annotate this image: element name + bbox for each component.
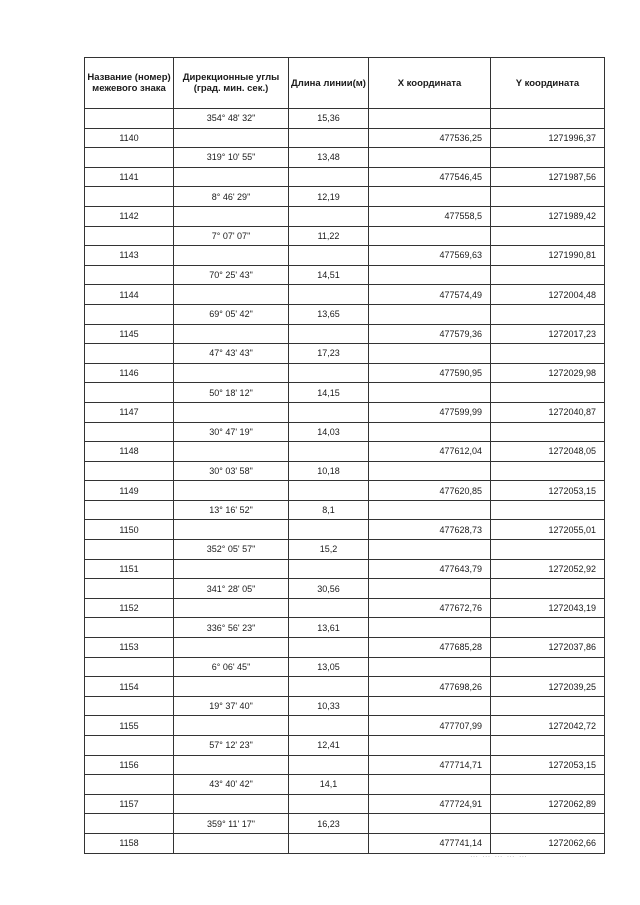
cell-name <box>85 736 174 756</box>
cell-y <box>491 618 605 638</box>
cell-name <box>85 657 174 677</box>
table-row <box>85 736 605 756</box>
table-row <box>85 442 605 462</box>
cell-x <box>369 540 491 560</box>
cell-x <box>369 226 491 246</box>
cell-length <box>289 167 369 187</box>
cell-angle <box>174 833 289 853</box>
table-row <box>85 344 605 364</box>
table-row <box>85 696 605 716</box>
table-row <box>85 677 605 697</box>
cell-y: 1272053,15 <box>491 755 605 775</box>
cell-length <box>289 598 369 618</box>
cell-y <box>491 304 605 324</box>
cell-name: 1141 <box>85 167 174 187</box>
cell-y <box>491 500 605 520</box>
table-row <box>85 246 605 266</box>
cell-x <box>369 265 491 285</box>
table-row <box>85 148 605 168</box>
table-row <box>85 794 605 814</box>
cell-x: 477620,85 <box>369 481 491 501</box>
cell-name: 1152 <box>85 598 174 618</box>
cell-name <box>85 109 174 129</box>
cell-length: 8,1 <box>289 500 369 520</box>
table-row <box>85 540 605 560</box>
cell-y <box>491 540 605 560</box>
cell-x: 477714,71 <box>369 755 491 775</box>
cell-length: 17,23 <box>289 344 369 364</box>
cell-length: 13,05 <box>289 657 369 677</box>
header-length: Длина линии(м) <box>289 58 369 109</box>
cell-angle <box>174 755 289 775</box>
table-row <box>85 422 605 442</box>
cell-length: 15,36 <box>289 109 369 129</box>
cell-x <box>369 736 491 756</box>
cell-y <box>491 814 605 834</box>
cell-length <box>289 128 369 148</box>
cell-y <box>491 383 605 403</box>
cell-y: 1271990,81 <box>491 246 605 266</box>
cell-name: 1147 <box>85 402 174 422</box>
cell-angle <box>174 598 289 618</box>
cell-length: 15,2 <box>289 540 369 560</box>
cell-name: 1144 <box>85 285 174 305</box>
cell-length <box>289 520 369 540</box>
cell-angle: 47° 43' 43" <box>174 344 289 364</box>
cell-x <box>369 109 491 129</box>
table-row <box>85 206 605 226</box>
cell-length: 11,22 <box>289 226 369 246</box>
cell-angle <box>174 442 289 462</box>
cell-length <box>289 363 369 383</box>
cell-length: 10,18 <box>289 461 369 481</box>
cell-x <box>369 304 491 324</box>
cell-length <box>289 638 369 658</box>
cell-x <box>369 618 491 638</box>
cell-angle: 341° 28' 05" <box>174 579 289 599</box>
faint-stamp-mark: ⋯ ⋯ ⋯ ⋯ ⋯ <box>470 852 528 861</box>
cell-angle: 319° 10' 55" <box>174 148 289 168</box>
cell-name <box>85 344 174 364</box>
table-row <box>85 520 605 540</box>
cell-name <box>85 500 174 520</box>
cell-y <box>491 657 605 677</box>
cell-length <box>289 794 369 814</box>
cell-angle: 354° 48' 32" <box>174 109 289 129</box>
cell-x <box>369 696 491 716</box>
cell-y: 1272062,89 <box>491 794 605 814</box>
boundary-coordinates-table <box>84 57 605 854</box>
cell-name: 1151 <box>85 559 174 579</box>
header-x: X координата <box>369 58 491 109</box>
table-row <box>85 324 605 344</box>
cell-angle: 70° 25' 43" <box>174 265 289 285</box>
cell-length: 12,19 <box>289 187 369 207</box>
header-y: Y координата <box>491 58 605 109</box>
cell-x: 477643,79 <box>369 559 491 579</box>
cell-name: 1150 <box>85 520 174 540</box>
cell-x: 477672,76 <box>369 598 491 618</box>
cell-length: 16,23 <box>289 814 369 834</box>
cell-angle: 57° 12' 23" <box>174 736 289 756</box>
cell-x: 477707,99 <box>369 716 491 736</box>
cell-angle <box>174 128 289 148</box>
cell-y: 1271996,37 <box>491 128 605 148</box>
cell-y: 1272017,23 <box>491 324 605 344</box>
cell-length: 14,15 <box>289 383 369 403</box>
cell-y: 1272039,25 <box>491 677 605 697</box>
cell-angle: 352° 05' 57" <box>174 540 289 560</box>
cell-y: 1272037,86 <box>491 638 605 658</box>
cell-x <box>369 344 491 364</box>
cell-name <box>85 775 174 795</box>
cell-y <box>491 775 605 795</box>
cell-length: 13,61 <box>289 618 369 638</box>
cell-length <box>289 481 369 501</box>
table-row <box>85 618 605 638</box>
cell-x <box>369 148 491 168</box>
table-row <box>85 716 605 736</box>
table-row <box>85 265 605 285</box>
cell-y: 1272043,19 <box>491 598 605 618</box>
cell-length <box>289 442 369 462</box>
cell-angle <box>174 363 289 383</box>
header-name: Название (номер) межевого знака <box>85 58 174 109</box>
cell-y: 1271989,42 <box>491 206 605 226</box>
table-row <box>85 304 605 324</box>
cell-angle: 69° 05' 42" <box>174 304 289 324</box>
cell-angle <box>174 520 289 540</box>
cell-name: 1158 <box>85 833 174 853</box>
cell-angle: 359° 11' 17" <box>174 814 289 834</box>
cell-length <box>289 246 369 266</box>
cell-name <box>85 618 174 638</box>
cell-length: 14,51 <box>289 265 369 285</box>
cell-angle <box>174 716 289 736</box>
table-row <box>85 755 605 775</box>
cell-angle: 19° 37' 40" <box>174 696 289 716</box>
table-row <box>85 383 605 403</box>
cell-name: 1146 <box>85 363 174 383</box>
cell-name <box>85 422 174 442</box>
cell-x: 477612,04 <box>369 442 491 462</box>
cell-x <box>369 461 491 481</box>
cell-angle: 50° 18' 12" <box>174 383 289 403</box>
table-row <box>85 285 605 305</box>
cell-name: 1156 <box>85 755 174 775</box>
cell-angle <box>174 285 289 305</box>
cell-x: 477628,73 <box>369 520 491 540</box>
cell-x <box>369 657 491 677</box>
cell-angle: 30° 47' 19" <box>174 422 289 442</box>
table-row <box>85 598 605 618</box>
cell-name <box>85 226 174 246</box>
cell-angle <box>174 677 289 697</box>
table-row <box>85 128 605 148</box>
cell-length <box>289 755 369 775</box>
cell-angle <box>174 559 289 579</box>
cell-name: 1145 <box>85 324 174 344</box>
cell-y <box>491 148 605 168</box>
cell-angle <box>174 206 289 226</box>
table-row <box>85 363 605 383</box>
table-row <box>85 814 605 834</box>
cell-x: 477569,63 <box>369 246 491 266</box>
cell-name <box>85 265 174 285</box>
cell-length: 13,65 <box>289 304 369 324</box>
cell-y <box>491 226 605 246</box>
cell-name: 1153 <box>85 638 174 658</box>
cell-length <box>289 716 369 736</box>
cell-x: 477546,45 <box>369 167 491 187</box>
cell-angle <box>174 246 289 266</box>
cell-length <box>289 324 369 344</box>
cell-name: 1149 <box>85 481 174 501</box>
cell-x: 477579,36 <box>369 324 491 344</box>
cell-name <box>85 304 174 324</box>
cell-angle: 30° 03' 58" <box>174 461 289 481</box>
cell-x: 477698,26 <box>369 677 491 697</box>
cell-name <box>85 187 174 207</box>
cell-length <box>289 559 369 579</box>
cell-name <box>85 814 174 834</box>
cell-angle: 13° 16' 52" <box>174 500 289 520</box>
cell-angle <box>174 481 289 501</box>
cell-length <box>289 677 369 697</box>
cell-name: 1155 <box>85 716 174 736</box>
cell-angle: 8° 46' 29" <box>174 187 289 207</box>
table-row <box>85 638 605 658</box>
cell-angle <box>174 794 289 814</box>
cell-y <box>491 265 605 285</box>
cell-name <box>85 696 174 716</box>
cell-y <box>491 736 605 756</box>
cell-angle: 6° 06' 45" <box>174 657 289 677</box>
cell-angle: 336° 56' 23" <box>174 618 289 638</box>
cell-y <box>491 109 605 129</box>
cell-y: 1272052,92 <box>491 559 605 579</box>
cell-x: 477599,99 <box>369 402 491 422</box>
cell-y: 1272062,66 <box>491 833 605 853</box>
cell-x <box>369 814 491 834</box>
cell-x <box>369 383 491 403</box>
table-row <box>85 167 605 187</box>
table-row <box>85 833 605 853</box>
table-row <box>85 109 605 129</box>
cell-angle: 7° 07' 07" <box>174 226 289 246</box>
cell-length <box>289 833 369 853</box>
cell-name: 1143 <box>85 246 174 266</box>
table-row <box>85 657 605 677</box>
cell-name: 1148 <box>85 442 174 462</box>
cell-x: 477574,49 <box>369 285 491 305</box>
cell-x <box>369 422 491 442</box>
cell-x: 477536,25 <box>369 128 491 148</box>
cell-length <box>289 285 369 305</box>
table-row <box>85 187 605 207</box>
cell-name: 1140 <box>85 128 174 148</box>
cell-name: 1142 <box>85 206 174 226</box>
cell-name <box>85 461 174 481</box>
cell-length: 14,1 <box>289 775 369 795</box>
cell-y: 1272048,05 <box>491 442 605 462</box>
cell-x: 477558,5 <box>369 206 491 226</box>
cell-name <box>85 383 174 403</box>
cell-y: 1272004,48 <box>491 285 605 305</box>
cell-length <box>289 402 369 422</box>
header-angle: Дирекционные углы (град. мин. сек.) <box>174 58 289 109</box>
cell-y <box>491 344 605 364</box>
cell-x <box>369 775 491 795</box>
cell-name: 1154 <box>85 677 174 697</box>
cell-length: 12,41 <box>289 736 369 756</box>
cell-y: 1272029,98 <box>491 363 605 383</box>
cell-y <box>491 696 605 716</box>
cell-x: 477741,14 <box>369 833 491 853</box>
table-row <box>85 226 605 246</box>
cell-y <box>491 187 605 207</box>
cell-y <box>491 422 605 442</box>
cell-x: 477590,95 <box>369 363 491 383</box>
table-row <box>85 500 605 520</box>
table-row <box>85 579 605 599</box>
table-row <box>85 775 605 795</box>
cell-length <box>289 206 369 226</box>
table-row <box>85 559 605 579</box>
cell-angle <box>174 638 289 658</box>
table-row <box>85 481 605 501</box>
cell-length: 10,33 <box>289 696 369 716</box>
cell-y: 1272055,01 <box>491 520 605 540</box>
cell-y <box>491 579 605 599</box>
cell-angle <box>174 324 289 344</box>
table-row <box>85 461 605 481</box>
cell-name <box>85 148 174 168</box>
cell-angle: 43° 40' 42" <box>174 775 289 795</box>
cell-y: 1272053,15 <box>491 481 605 501</box>
cell-length: 14,03 <box>289 422 369 442</box>
cell-y: 1271987,56 <box>491 167 605 187</box>
table-row <box>85 402 605 422</box>
cell-y <box>491 461 605 481</box>
table-header-row <box>85 58 605 109</box>
cell-length: 30,56 <box>289 579 369 599</box>
cell-angle <box>174 402 289 422</box>
cell-angle <box>174 167 289 187</box>
cell-length: 13,48 <box>289 148 369 168</box>
cell-name <box>85 540 174 560</box>
cell-name: 1157 <box>85 794 174 814</box>
cell-x: 477724,91 <box>369 794 491 814</box>
cell-name <box>85 579 174 599</box>
cell-y: 1272040,87 <box>491 402 605 422</box>
cell-x <box>369 187 491 207</box>
cell-x <box>369 500 491 520</box>
cell-y: 1272042,72 <box>491 716 605 736</box>
cell-x: 477685,28 <box>369 638 491 658</box>
cell-x <box>369 579 491 599</box>
